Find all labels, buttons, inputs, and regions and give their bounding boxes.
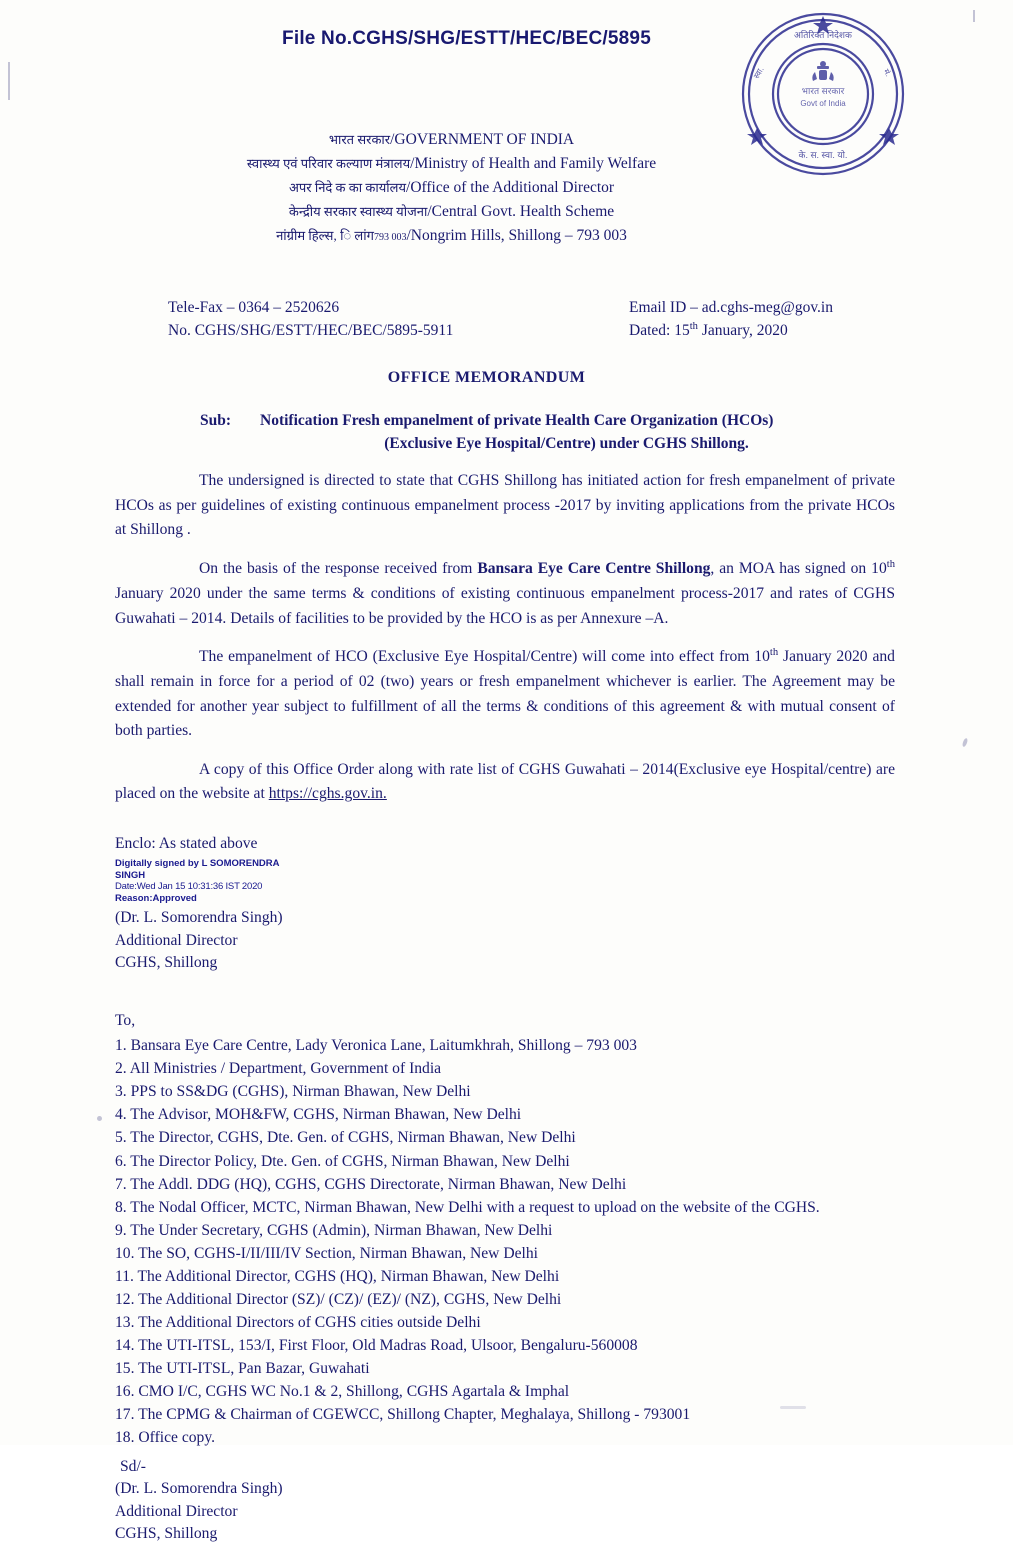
- p2-ordinal: th: [886, 559, 895, 571]
- list-item: 10. The SO, CGHS-I/II/III/IV Section, Nirman Bhawan, New Delhi: [115, 1244, 538, 1262]
- letter-date: [629, 319, 833, 342]
- org-line-4-en: /Central Govt. Health Scheme: [427, 203, 615, 221]
- signatory-office: CGHS, Shillong: [115, 954, 218, 972]
- signatory-designation: Additional Director: [115, 931, 238, 949]
- list-item: 16. CMO I/C, CGHS WC No.1 & 2, Shillong, CGHS Agartala & Imphal: [115, 1383, 570, 1401]
- p2-part-b: , an MOA has signed on 10: [710, 560, 887, 578]
- digital-signature-stamp: [115, 858, 1013, 906]
- list-item: 9. The Under Secretary, CGHS (Admin), Nirman Bhawan, New Delhi: [115, 1221, 553, 1239]
- signatory-name: (Dr. L. Somorendra Singh): [115, 909, 283, 927]
- p2-part-c: January 2020 under the same terms & conditions of existing continuous empanelment process-2017 and rates of CGHS Guwahati – 2014. Details of facilities to be provided by the HCO is as per Annexure –A.: [115, 584, 895, 627]
- paragraph-2: [0, 557, 1013, 631]
- digital-signature-reason: Reason:Approved: [115, 893, 197, 905]
- org-line-1-hindi: भारत सरकार: [328, 132, 391, 147]
- list-item: 7. The Addl. DDG (HQ), CGHS, CGHS Directorate, Nirman Bhawan, New Delhi: [115, 1175, 627, 1193]
- signatory-block: [115, 907, 1013, 975]
- org-line-4: [0, 200, 1013, 224]
- list-item: 5. The Director, CGHS, Dte. Gen. of CGHS, Nirman Bhawan, New Delhi: [115, 1129, 576, 1147]
- p2-part-a: On the basis of the response received from: [199, 560, 478, 578]
- scan-artifact: [780, 1406, 806, 1409]
- sd-mark: Sd/-: [120, 1457, 146, 1475]
- email-id: Email ID – ad.cghs-meg@gov.in: [629, 299, 833, 317]
- p3-part-a: The empanelment of HCO (Exclusive Eye Hospital/Centre) will come into effect from 10: [199, 648, 770, 666]
- enclosure-text: Enclo: As stated above: [115, 835, 258, 853]
- sd-name: (Dr. L. Somorendra Singh): [115, 1480, 283, 1498]
- svg-text:स्वा.: स्वा.: [751, 65, 766, 81]
- org-line-5-hindi: नांग्रीम हिल्स, ि लांग: [276, 228, 374, 244]
- list-item: 8. The Nodal Officer, MCTC, Nirman Bhawan, New Delhi with a request to upload on the website of the CGHS.: [115, 1198, 820, 1216]
- enclosure-block: [0, 833, 1013, 975]
- digital-signature-date: Date:Wed Jan 15 10:31:36 IST 2020: [115, 881, 263, 893]
- contact-left: [168, 296, 453, 343]
- subject-block: [0, 409, 1013, 456]
- p4-part-a: A copy of this Office Order along with rate list of CGHS Guwahati – 2014(Exclusive eye Hospital/centre) are placed on the website at: [115, 760, 895, 803]
- org-line-1-en: /GOVERNMENT OF INDIA: [390, 131, 575, 148]
- paragraph-4: [0, 758, 1013, 807]
- list-item: 15. The UTI-ITSL, Pan Bazar, Guwahati: [115, 1360, 370, 1378]
- list-item: 2. All Ministries / Department, Government of India: [115, 1060, 442, 1078]
- list-item: 11. The Additional Director, CGHS (HQ), Nirman Bhawan, New Delhi: [115, 1267, 560, 1285]
- digital-signature-line-2: SINGH: [115, 869, 146, 881]
- list-item: 3. PPS to SS&DG (CGHS), Nirman Bhawan, New Delhi: [115, 1083, 471, 1101]
- date-suffix: January, 2020: [697, 322, 788, 340]
- subject-line-1: Notification Fresh empanelment of private Health Care Organization (HCOs): [260, 411, 774, 429]
- list-item: 12. The Additional Director (SZ)/ (CZ)/ (EZ)/ (NZ), CGHS, New Delhi: [115, 1290, 562, 1308]
- list-item: 1. Bansara Eye Care Centre, Lady Veronica Lane, Laitumkhrah, Shillong – 793 003: [115, 1037, 637, 1055]
- org-line-5: [0, 224, 1013, 248]
- scan-artifact: [97, 1116, 102, 1121]
- seal-inner-hindi: भारत सरकार: [801, 86, 845, 96]
- scan-artifact: [973, 10, 975, 22]
- recipient-list: [115, 1034, 1013, 1449]
- list-item: 13. The Additional Directors of CGHS cities outside Delhi: [115, 1314, 481, 1332]
- scan-artifact: [8, 62, 10, 100]
- date-prefix: Dated: 15: [629, 322, 690, 340]
- list-item: 17. The CPMG & Chairman of CGEWCC, Shillong Chapter, Meghalaya, Shillong - 793001: [115, 1406, 691, 1424]
- recipients-block: [0, 1009, 1013, 1449]
- org-line-5-pin: 793 003: [373, 232, 407, 244]
- telefax: Tele-Fax – 0364 – 2520626: [168, 299, 340, 317]
- sd-signatory: [0, 1478, 1013, 1546]
- list-item: 6. The Director Policy, Dte. Gen. of CGHS, Nirman Bhawan, New Delhi: [115, 1152, 570, 1170]
- org-line-5-en: /Nongrim Hills, Shillong – 793 003: [406, 227, 627, 245]
- org-line-2-hindi: स्वास्थ्य एवं परिवार कल्याण मंत्रालय: [246, 156, 411, 172]
- list-item: 18. Office copy.: [115, 1429, 216, 1447]
- contact-row: [0, 296, 1013, 343]
- seal-inner-en: Govt of India: [800, 99, 846, 108]
- digital-signature-line-1: Digitally signed by L SOMORENDRA: [115, 857, 280, 869]
- file-number: File No.CGHS/SHG/ESTT/HEC/BEC/5895: [282, 28, 651, 49]
- org-line-3-en: /Office of the Additional Director: [406, 179, 615, 197]
- date-ordinal: th: [689, 321, 698, 333]
- p3-part-b: January 2020 and shall remain in force for a period of 02 (two) years or fresh empanelment whichever is earlier. The Agreement may be extended for another year subject to fulfillment of all the terms & conditions of this agreement & with mutual consent of both parties.: [115, 648, 895, 740]
- org-line-2-en: /Ministry of Health and Family Welfare: [410, 155, 657, 173]
- contact-right: [629, 296, 833, 343]
- list-item: 4. The Advisor, MOH&FW, CGHS, Nirman Bhawan, New Delhi: [115, 1106, 522, 1124]
- letter-number: No. CGHS/SHG/ESTT/HEC/BEC/5895-5911: [168, 322, 454, 340]
- p3-ordinal: th: [769, 647, 779, 659]
- sd-designation: Additional Director: [115, 1502, 238, 1520]
- list-item: 14. The UTI-ITSL, 153/I, First Floor, Old Madras Road, Ulsoor, Bengaluru-560008: [115, 1337, 638, 1355]
- subject-label: Sub:: [200, 411, 232, 429]
- svg-text:मं.: मं.: [881, 67, 893, 79]
- subject-line-2: (Exclusive Eye Hospital/Centre) under CGHS Shillong.: [384, 434, 749, 452]
- cghs-website-link[interactable]: https://cghs.gov.in.: [268, 785, 387, 803]
- office-memorandum-title: OFFICE MEMORANDUM: [387, 368, 586, 386]
- to-label: To,: [115, 1012, 136, 1030]
- org-line-4-hindi: केन्द्रीय सरकार स्वास्थ्य योजना: [288, 204, 428, 220]
- seal-outer-text-bottom: के. स. स्वा. यो.: [798, 150, 848, 160]
- official-seal: [737, 8, 909, 180]
- paragraph-1: The undersigned is directed to state that CGHS Shillong has initiated action for fresh empanelment of private HCOs as per guidelines of existing continuous empanelment process -2017 by inviting applications from the private HCOs at Shillong .: [115, 472, 895, 539]
- sd-signature-block: [0, 1456, 1013, 1479]
- seal-outer-text-top: अतिरिक्त निदेशक: [794, 30, 852, 40]
- org-line-3-hindi: अपर निदे क का कार्यालय: [288, 180, 407, 196]
- paragraph-3: [0, 645, 1013, 744]
- sd-office: CGHS, Shillong: [115, 1525, 218, 1543]
- hco-name: Bansara Eye Care Centre Shillong: [477, 560, 711, 578]
